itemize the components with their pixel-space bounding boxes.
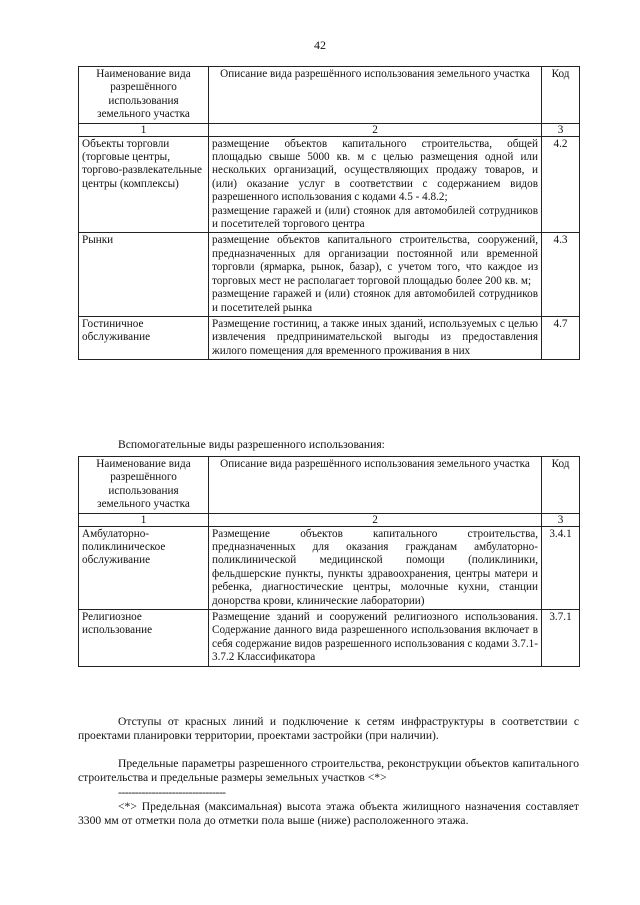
- table-row: [79, 233, 580, 316]
- column-number: 3: [542, 513, 580, 526]
- row-name: Объекты торговли (торговые центры, торгово-развлекательные центры (комплексы): [79, 136, 209, 233]
- page-number: 42: [314, 38, 326, 52]
- column-number: 1: [79, 513, 209, 526]
- column-number: 1: [79, 123, 209, 136]
- row-code: 3.7.1: [542, 610, 580, 667]
- table-row: [79, 526, 580, 609]
- row-description: Размещение зданий и сооружений религиозного использования. Содержание данного вида разрешенного использования включает в себя содержание видов разрешенного использования с кодами 3.7.1-3.7.2 Классификатора: [209, 610, 542, 667]
- aux-land-use-table: [78, 456, 580, 667]
- row-description: размещение объектов капитального строительства, общей площадью свыше 5000 кв. м с целью размещения одной или нескольких организаций, осуществляющих продажу товаров, и (или) оказание услуг в соответствии с содержанием видов разрешенного использования с кодами 4.5 - 4.8.2; размещение гаражей и (или) стоянок для автомобилей сотрудников и посетителей торгового центра: [209, 136, 542, 233]
- table-header-row: [79, 67, 580, 124]
- row-description: Размещение объектов капитального строительства, предназначенных для оказания гражданам амбулаторно-поликлинической медицинской помощи (поликлиники, фельдшерские пункты, пункты здравоохранения, центры матери и ребенка, диагностические центры, молочные кухни, станции донорства крови, клинические лаборатории): [209, 526, 542, 609]
- table-row: [79, 136, 580, 233]
- column-number: 3: [542, 123, 580, 136]
- row-name: Религиозное использование: [79, 610, 209, 667]
- indents-paragraph: Отступы от красных линий и подключение к сетям инфраструктуры в соответствии с проектами планировки территории, проектами застройки (при наличии).: [78, 715, 579, 743]
- main-land-use-table: [78, 66, 580, 360]
- row-code: 4.3: [542, 233, 580, 316]
- table-header-row: [79, 457, 580, 514]
- row-code: 3.4.1: [542, 526, 580, 609]
- header-code: Код: [542, 67, 580, 124]
- row-code: 4.2: [542, 136, 580, 233]
- column-number-row: [79, 513, 580, 526]
- row-description: Размещение гостиниц, а также иных зданий, используемых с целью извлечения предпринимательской выгоды из предоставления жилого помещения для временного проживания в них: [209, 316, 542, 359]
- parameters-paragraph: Предельные параметры разрешенного строительства, реконструкции объектов капитального строительства и предельные размеры земельных участков <*>: [78, 757, 579, 785]
- header-description: Описание вида разрешённого использования земельного участка: [209, 457, 542, 514]
- header-name: Наименование вида разрешённого использования земельного участка: [79, 457, 209, 514]
- row-name: Рынки: [79, 233, 209, 316]
- row-name: Амбулаторно-поликлиническое обслуживание: [79, 526, 209, 609]
- header-code: Код: [542, 457, 580, 514]
- footnote-separator: --------------------------------: [118, 786, 226, 799]
- table-row: [79, 316, 580, 359]
- column-number: 2: [209, 123, 542, 136]
- aux-section-heading: Вспомогательные виды разрешенного использования:: [118, 438, 385, 451]
- footnote-text: <*> Предельная (максимальная) высота этажа объекта жилищного назначения составляет 3300 мм от отметки пола до отметки пола выше (ниже) расположенного этажа.: [78, 800, 579, 828]
- row-name: Гостиничное обслуживание: [79, 316, 209, 359]
- column-number-row: [79, 123, 580, 136]
- column-number: 2: [209, 513, 542, 526]
- header-name: Наименование вида разрешённого использования земельного участка: [79, 67, 209, 124]
- header-description: Описание вида разрешённого использования земельного участка: [209, 67, 542, 124]
- row-code: 4.7: [542, 316, 580, 359]
- row-description: размещение объектов капитального строительства, сооружений, предназначенных для организации постоянной или временной торговли (ярмарка, рынок, базар), с учетом того, что каждое из торговых мест не располагает торговой площадью более 200 кв. м; размещение гаражей и (или) стоянок для автомобилей сотрудников и посетителей рынка: [209, 233, 542, 316]
- table-row: [79, 610, 580, 667]
